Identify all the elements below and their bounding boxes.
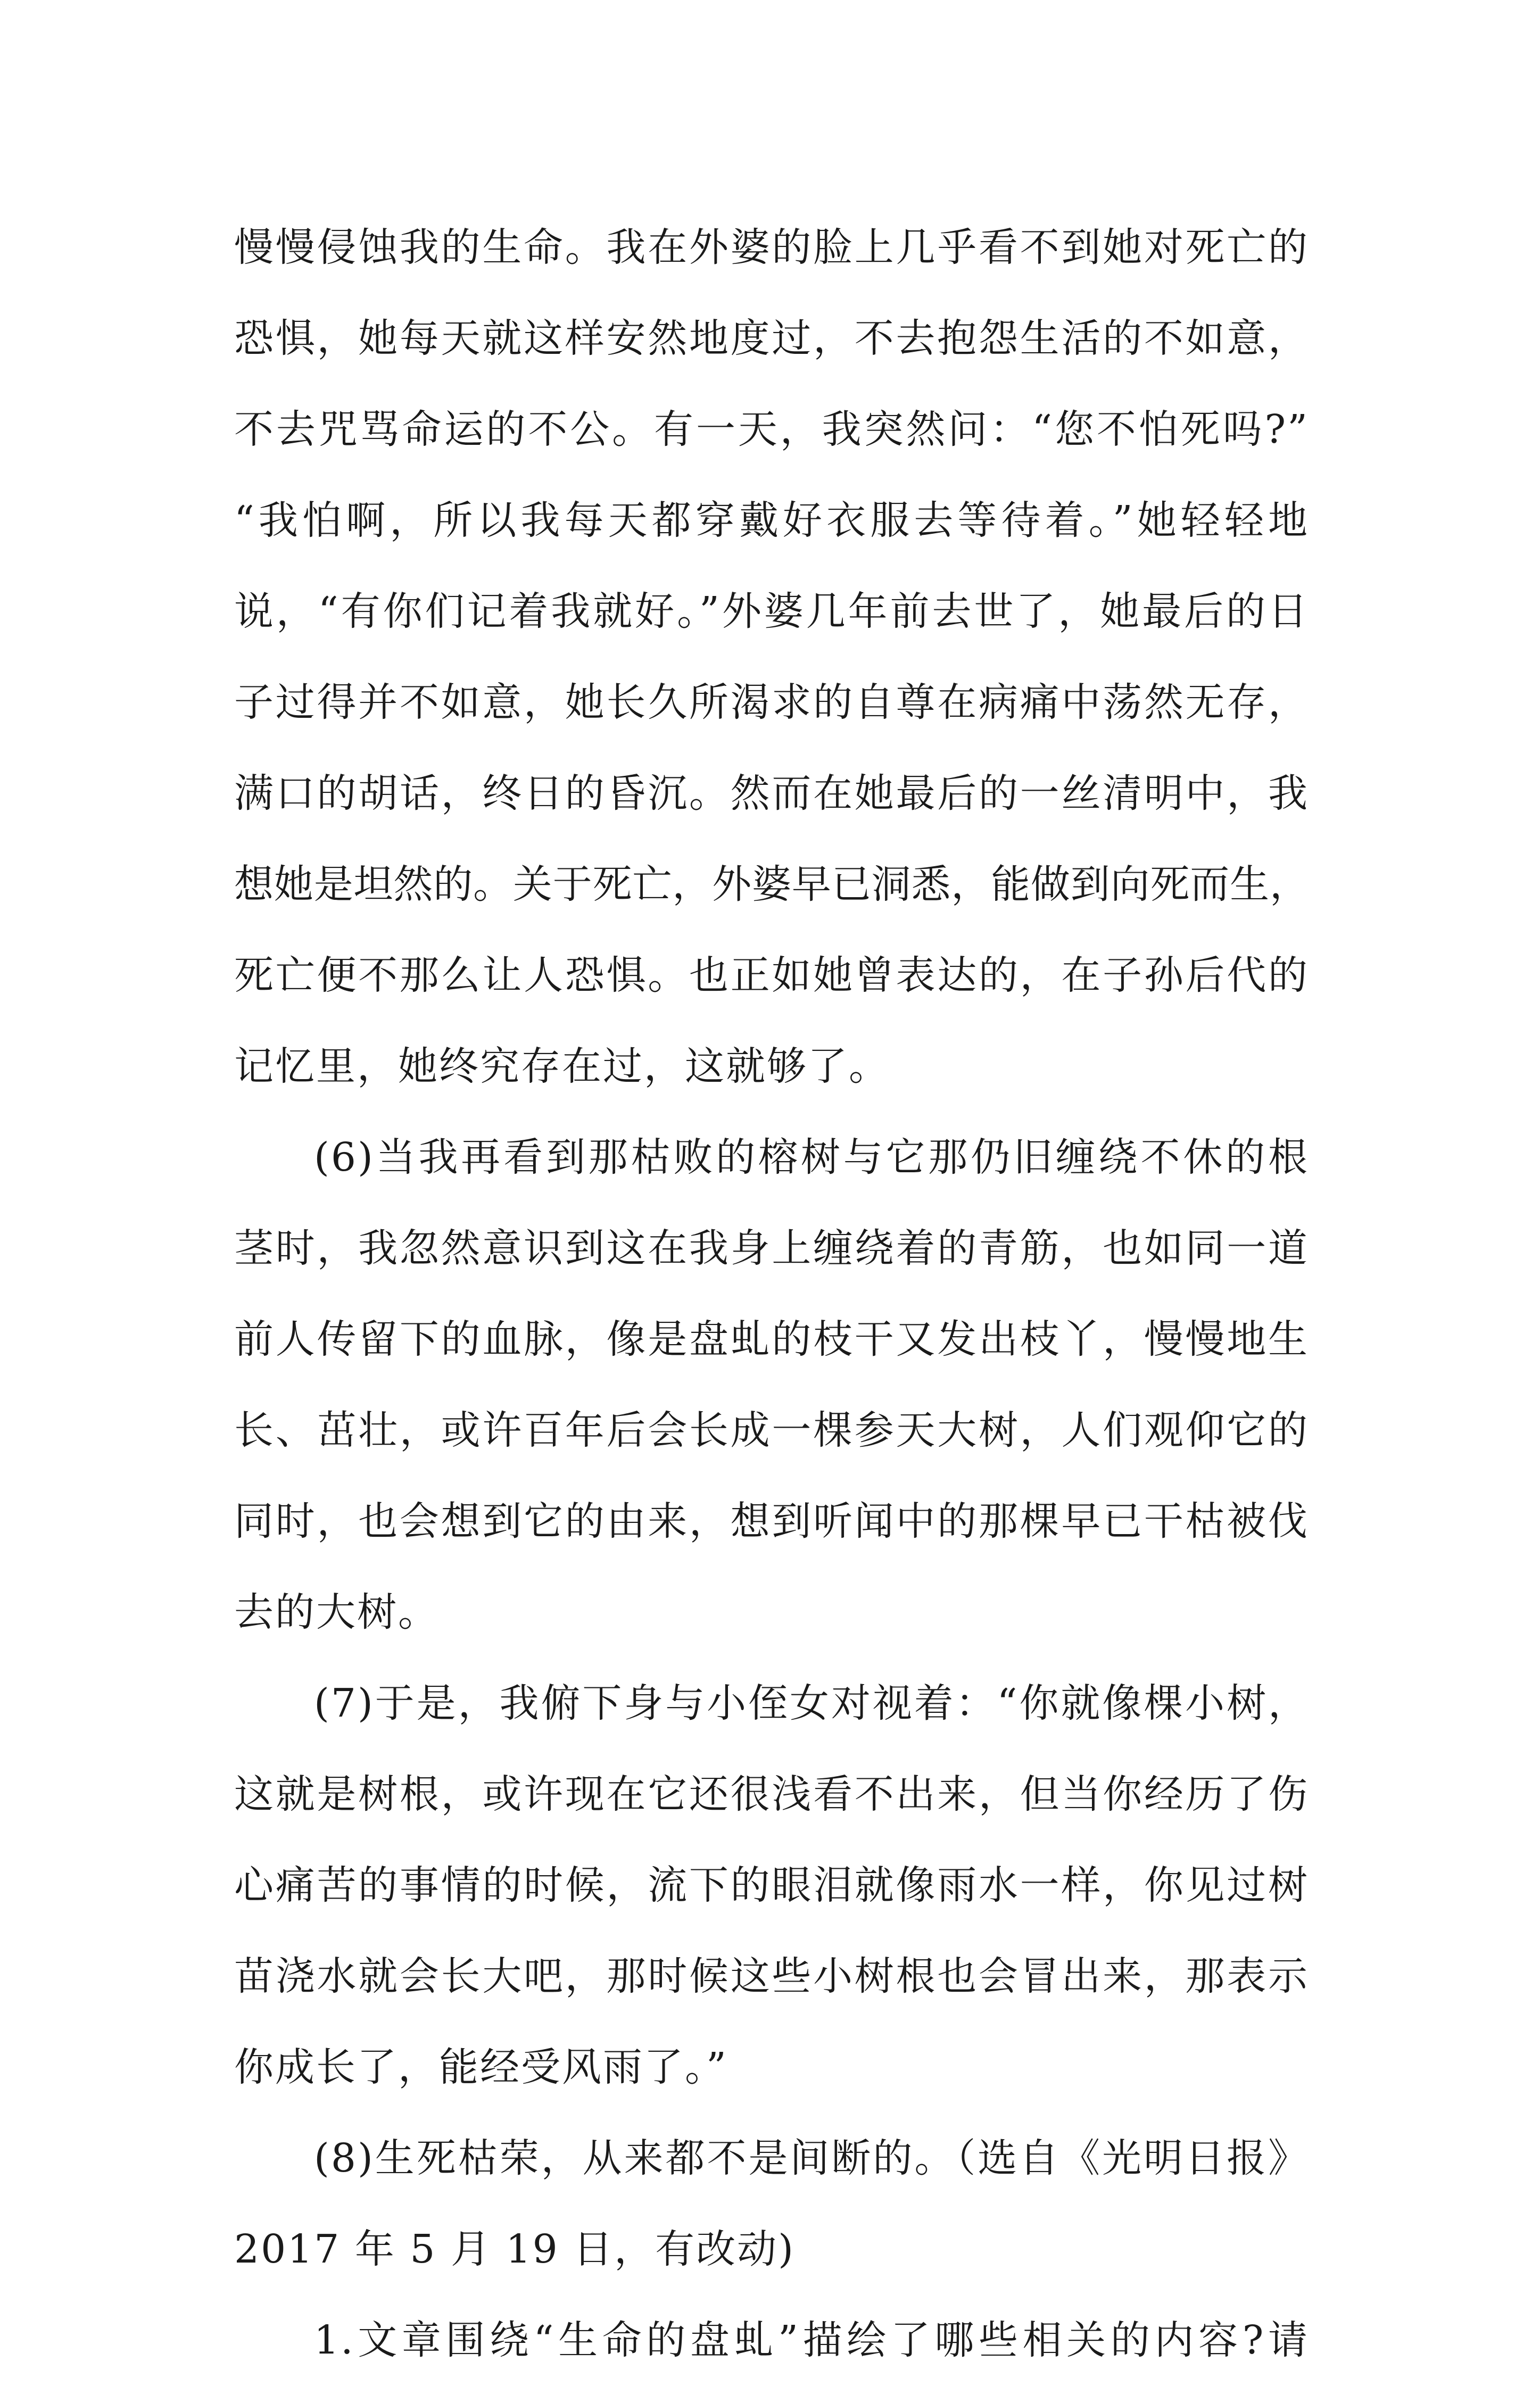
paragraph-6-start: (6)当我再看到那枯败的榕树与它那仍旧缠绕不休的根 [314, 1134, 1309, 1180]
text-line: 死亡便不那么让人恐惧。也正如她曾表达的，在子孙后代的 [234, 952, 1309, 998]
text-line: 茎时，我忽然意识到这在我身上缠绕着的青筋，也如同一道 [234, 1225, 1309, 1271]
text-line: 苗浇水就会长大吧，那时候这些小树根也会冒出来，那表示 [234, 1953, 1309, 1999]
source-citation: 2017 年 5 月 19 日，有改动) [234, 2226, 796, 2272]
paragraph-7-start: (7)于是，我俯下身与小侄女对视着：“你就像棵小树， [314, 1680, 1309, 1726]
text-line: 慢慢侵蚀我的生命。我在外婆的脸上几乎看不到她对死亡的 [234, 225, 1309, 270]
text-line: 恐惧，她每天就这样安然地度过，不去抱怨生活的不如意， [234, 316, 1309, 361]
text-line: 想她是坦然的。关于死亡，外婆早已洞悉，能做到向死而生， [234, 861, 1309, 907]
text-line: 去的大树。 [234, 1589, 439, 1635]
text-line: 同时，也会想到它的由来，想到听闻中的那棵早已干枯被伐 [234, 1498, 1309, 1544]
text-line: 不去咒骂命运的不公。有一天，我突然问：“您不怕死吗?” [234, 407, 1309, 452]
text-line: 说，“有你们记着我就好。”外婆几年前去世了，她最后的日 [234, 589, 1309, 634]
text-line: 满口的胡话，终日的昏沉。然而在她最后的一丝清明中，我 [234, 771, 1309, 816]
text-line: 记忆里，她终究存在过，这就够了。 [234, 1043, 890, 1089]
text-line: “我怕啊，所以我每天都穿戴好衣服去等待着。”她轻轻地 [234, 498, 1309, 543]
text-line: 心痛苦的事情的时候，流下的眼泪就像雨水一样，你见过树 [234, 1862, 1309, 1908]
article-text [234, 202, 1309, 2386]
text-line: 长、茁壮，或许百年后会长成一棵参天大树，人们观仰它的 [234, 1407, 1309, 1453]
text-line: 这就是树根，或许现在它还很浅看不出来，但当你经历了伤 [234, 1771, 1309, 1817]
text-line: 你成长了，能经受风雨了。” [234, 2044, 728, 2090]
text-line: 前人传留下的血脉，像是盘虬的枝干又发出枝丫，慢慢地生 [234, 1316, 1309, 1362]
question-1: 1.文章围绕“生命的盘虬”描绘了哪些相关的内容?请 [314, 2317, 1309, 2363]
paragraph-8-start: (8)生死枯荣，从来都不是间断的。（选自《光明日报》 [314, 2135, 1309, 2181]
text-line: 子过得并不如意，她长久所渴求的自尊在病痛中荡然无存， [234, 680, 1309, 725]
